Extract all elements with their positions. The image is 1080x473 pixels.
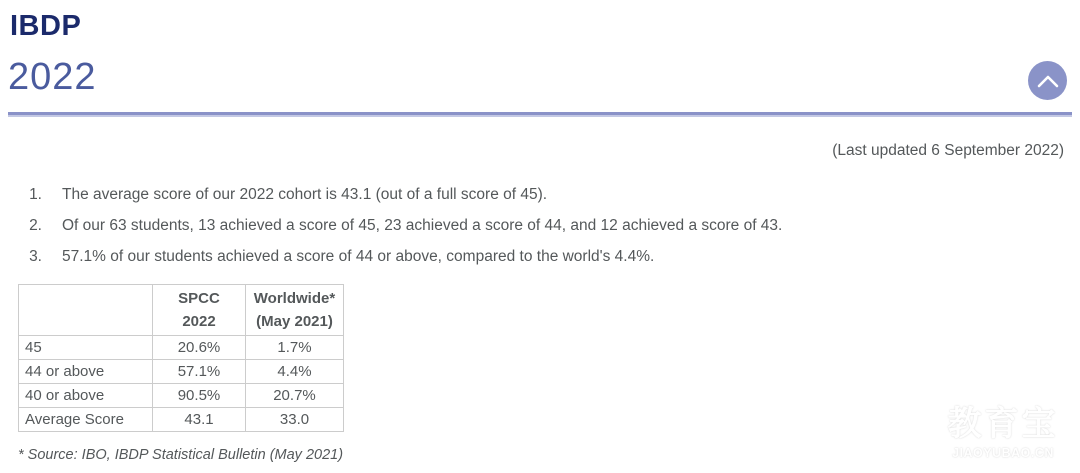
list-item-text: Of our 63 students, 13 achieved a score of 45, 23 achieved a score of 44, and 12 achieved a score of 43. xyxy=(62,217,783,234)
list-item-number: 3. xyxy=(29,248,42,265)
row-label: 45 xyxy=(19,336,153,360)
header-spcc: SPCC 2022 xyxy=(153,285,246,336)
chevron-up-icon xyxy=(1037,74,1059,88)
table-row xyxy=(19,408,344,432)
list-item-number: 1. xyxy=(29,186,42,203)
list-item-number: 2. xyxy=(29,217,42,234)
watermark xyxy=(938,396,1068,460)
spcc-value: 57.1% xyxy=(153,360,246,384)
watermark-cn-text: 教育宝 xyxy=(947,404,1059,444)
worldwide-value: 4.4% xyxy=(246,360,344,384)
header-empty-cell xyxy=(19,285,153,336)
list-item xyxy=(0,248,1000,266)
worldwide-value: 20.7% xyxy=(246,384,344,408)
spcc-value: 43.1 xyxy=(153,408,246,432)
table-row xyxy=(19,384,344,408)
row-label: 44 or above xyxy=(19,360,153,384)
header-worldwide: Worldwide* (May 2021) xyxy=(246,285,344,336)
spcc-value: 90.5% xyxy=(153,384,246,408)
watermark-en-text: JIAOYUBAO.CN xyxy=(952,446,1054,460)
list-item xyxy=(0,186,1000,204)
scores-comparison-table xyxy=(18,284,344,432)
list-item xyxy=(0,217,1000,235)
list-item-text: The average score of our 2022 cohort is 43.1 (out of a full score of 45). xyxy=(62,186,548,203)
worldwide-value: 1.7% xyxy=(246,336,344,360)
last-updated-text: (Last updated 6 September 2022) xyxy=(832,142,1064,159)
back-to-top-button[interactable] xyxy=(1028,61,1067,100)
page-title: IBDP xyxy=(10,10,82,42)
source-footnote: * Source: IBO, IBDP Statistical Bulletin (May 2021) xyxy=(18,447,344,463)
spcc-value: 20.6% xyxy=(153,336,246,360)
row-label: Average Score xyxy=(19,408,153,432)
section-divider xyxy=(8,112,1072,117)
table-row xyxy=(19,360,344,384)
list-item-text: 57.1% of our students achieved a score of 44 or above, compared to the world's 4.4%. xyxy=(62,248,655,265)
year-heading: 2022 xyxy=(8,56,97,98)
table-header-row xyxy=(19,285,344,336)
summary-list xyxy=(0,186,1000,279)
worldwide-value: 33.0 xyxy=(246,408,344,432)
table-row xyxy=(19,336,344,360)
row-label: 40 or above xyxy=(19,384,153,408)
